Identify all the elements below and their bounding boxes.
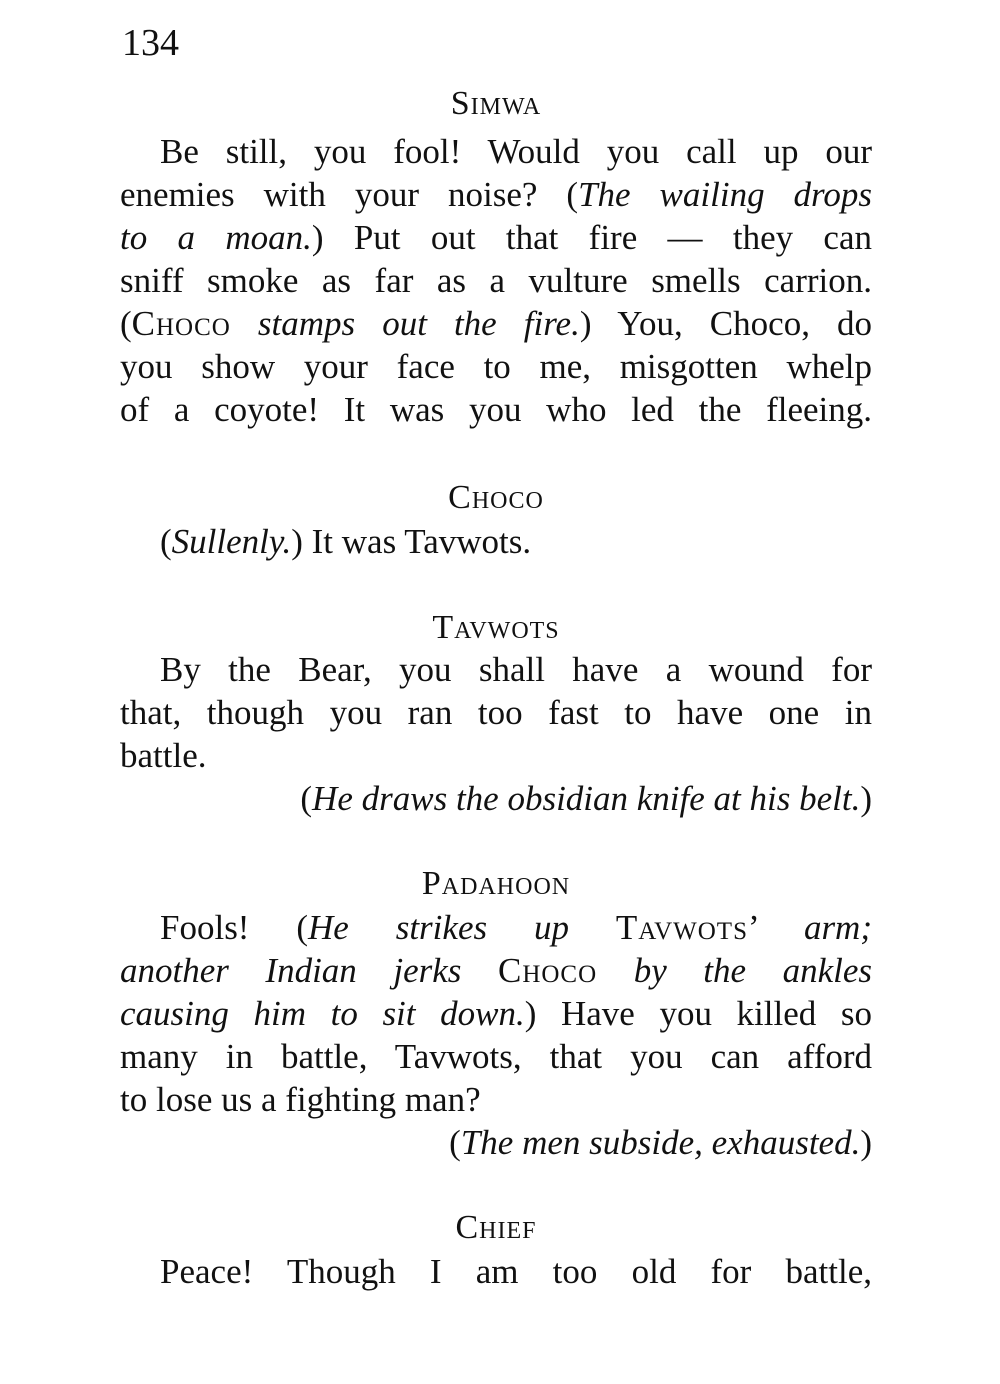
text-run: ) Have you killed so (524, 994, 872, 1033)
text-run: many in battle, Tavwots, that you can afford (120, 1037, 872, 1076)
dialogue-line (120, 345, 872, 388)
dialogue-line (120, 1035, 872, 1078)
speaker-name: Tavwots (432, 609, 560, 646)
dialogue-line (120, 259, 872, 302)
text-run (569, 908, 616, 947)
text-run: ( (449, 1123, 461, 1162)
text-run: ( (160, 522, 172, 561)
speaker-name: Simwa (450, 85, 542, 122)
italic-text: another Indian jerks (120, 951, 462, 990)
text-run: of a coyote! It was you who led the fleeing. (120, 390, 872, 429)
dialogue-line (120, 949, 872, 992)
dialogue-line (120, 691, 872, 734)
text-run: sniff smoke as far as a vulture smells carrion. (120, 261, 872, 300)
text-run: enemies with your noise? ( (120, 175, 579, 214)
dialogue-line (120, 173, 872, 216)
italic-text: stamps out the fire. (230, 304, 580, 343)
dialogue-line (120, 1250, 872, 1293)
text-run: you show your face to me, misgotten whelp (120, 347, 872, 386)
dialogue-line (120, 648, 872, 691)
italic-text: The wailing drops (578, 175, 872, 214)
dialogue-block (120, 1250, 872, 1293)
page-number: 134 (122, 22, 179, 64)
dialogue-line (120, 1078, 872, 1121)
italic-text: causing him to sit down. (120, 994, 525, 1033)
small-caps-name: Choco (497, 951, 598, 990)
text-run: that, though you ran too fast to have one in (120, 693, 872, 732)
text-run: battle. (120, 736, 207, 775)
italic-text: The men subside, exhausted. (460, 1123, 861, 1162)
text-run: to lose us a fighting man? (120, 1080, 481, 1119)
italic-text: He draws the obsidian knife at his belt. (312, 779, 861, 818)
text-run: ) Put out that fire — they can (311, 218, 872, 257)
text-run: Fools! ( (160, 908, 309, 947)
dialogue-block (120, 648, 872, 820)
dialogue-line (120, 734, 872, 777)
text-run: ) You, Choco, do (579, 304, 872, 343)
italic-text: to a moan. (120, 218, 312, 257)
stage-direction (120, 1121, 872, 1164)
text-run: ) (860, 1123, 872, 1162)
dialogue-block (120, 130, 872, 431)
stage-direction (120, 777, 872, 820)
speaker-name: Chief (455, 1209, 537, 1246)
text-run: ( (300, 779, 313, 818)
text-run: Be still, you fool! Would you call up our (160, 132, 872, 171)
text-run: ’ (747, 908, 804, 947)
dialogue-line (120, 216, 872, 259)
dialogue-line (120, 302, 872, 345)
text-run: ) (860, 779, 872, 818)
text-run: Peace! Though I am too old for battle, (160, 1252, 872, 1291)
text-run: By the Bear, you shall have a wound for (160, 650, 872, 689)
italic-text: arm; (803, 908, 872, 947)
dialogue-block (120, 906, 872, 1164)
speaker-name: Choco (448, 479, 544, 516)
small-caps-name: Choco (131, 304, 231, 343)
speaker-name: Padahoon (421, 865, 571, 902)
dialogue-line (120, 520, 872, 563)
italic-text: He strikes up (308, 908, 569, 947)
text-run: ) It was Tavwots. (291, 522, 532, 561)
dialogue-block (120, 520, 872, 563)
text-run (461, 951, 498, 990)
italic-text: Sullenly. (171, 522, 292, 561)
small-caps-name: Tavwots (615, 908, 748, 947)
italic-text: by the ankles (597, 951, 873, 990)
dialogue-line (120, 130, 872, 173)
dialogue-line (120, 388, 872, 431)
text-run: ( (120, 304, 132, 343)
dialogue-line (120, 992, 872, 1035)
dialogue-line (120, 906, 872, 949)
